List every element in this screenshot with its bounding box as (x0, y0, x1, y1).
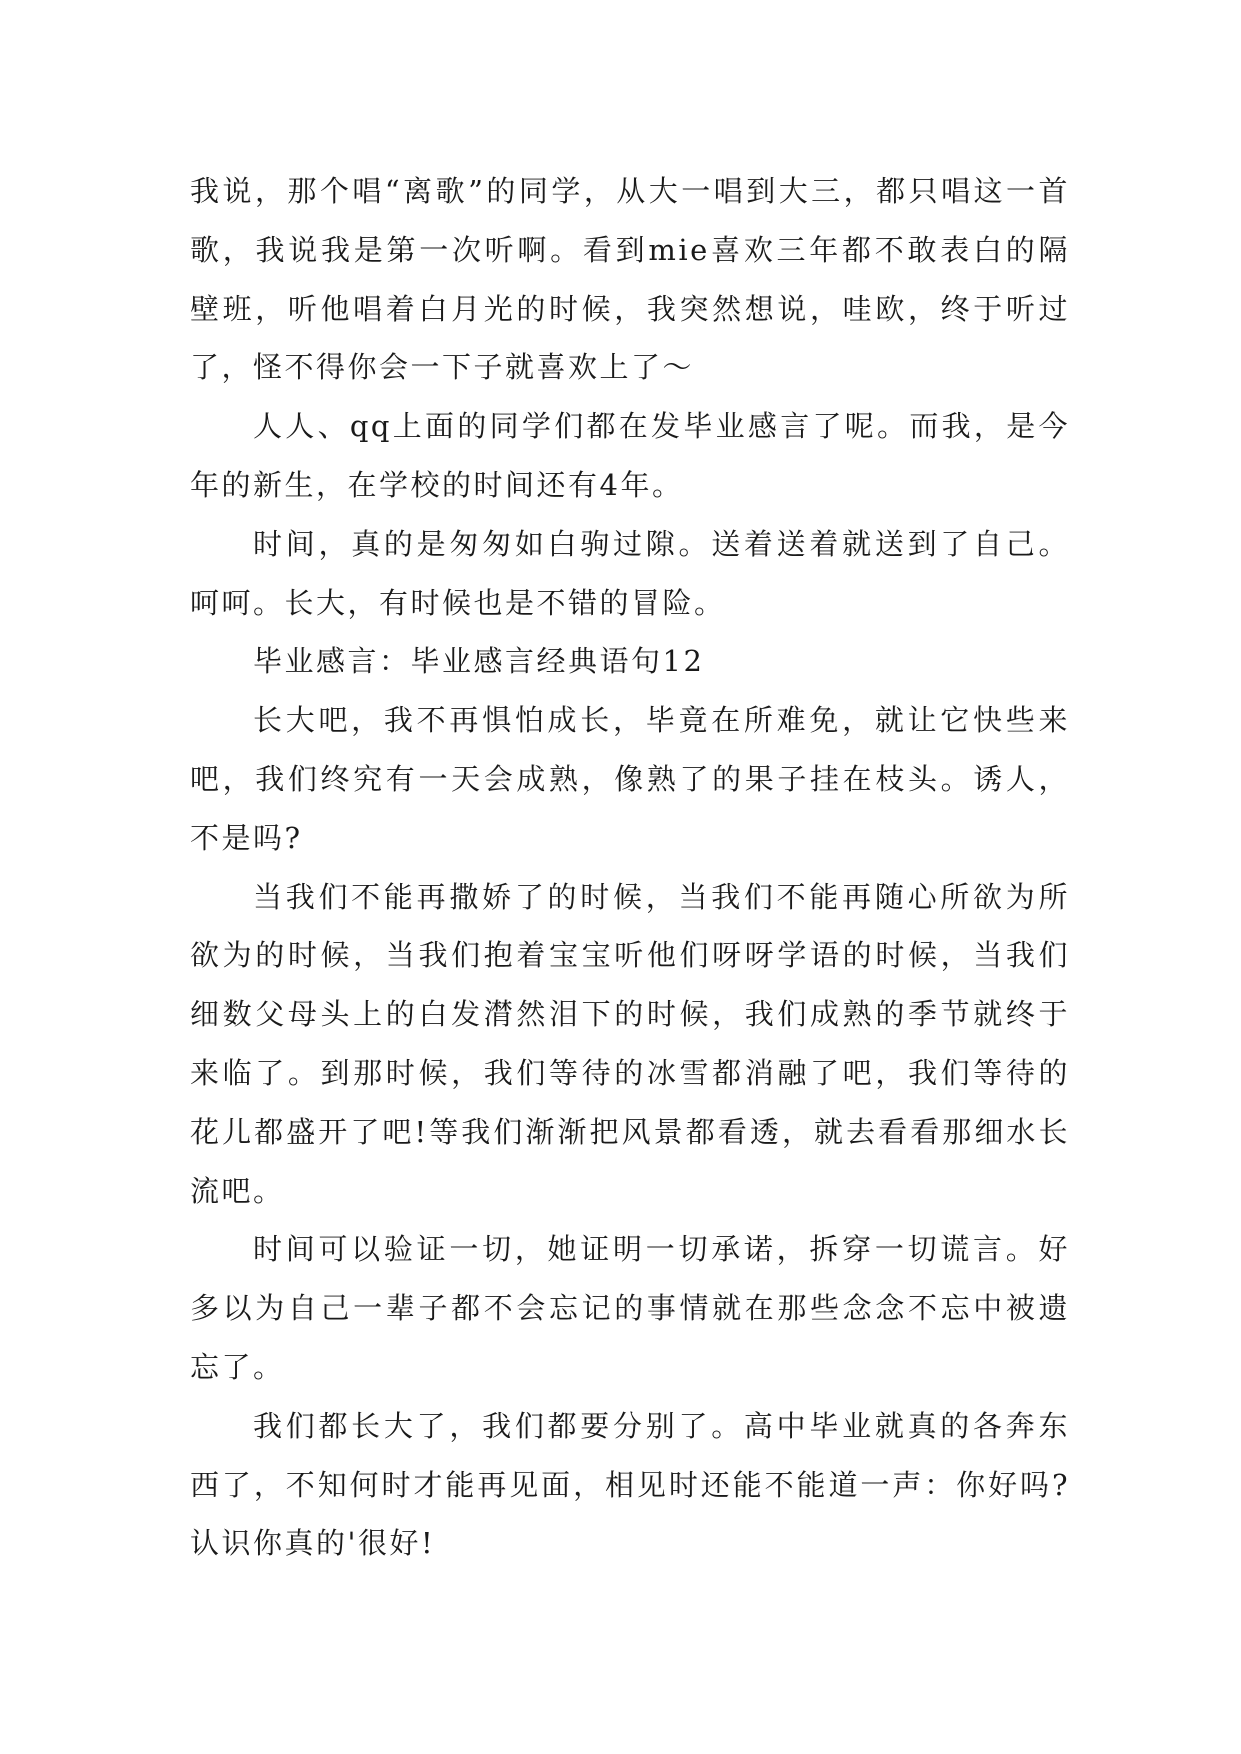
document-body (190, 162, 1070, 1573)
paragraph-7: 时间可以验证一切，她证明一切承诺，拆穿一切谎言。好多以为自己一辈子都不会忘记的事情就在那些念念不忘中被遗忘了。 (190, 1232, 1070, 1384)
paragraph-6: 当我们不能再撒娇了的时候，当我们不能再随心所欲为所欲为的时候，当我们抱着宝宝听他们呀呀学语的时候，当我们细数父母头上的白发潸然泪下的时候，我们成熟的季节就终于来临了。到那时候，我们等待的冰雪都消融了吧，我们等待的花儿都盛开了吧!等我们渐渐把风景都看透，就去看看那细水长流吧。 (190, 879, 1070, 1208)
paragraph-2: 人人、qq上面的同学们都在发毕业感言了呢。而我，是今年的新生，在学校的时间还有4年。 (190, 409, 1070, 502)
section-heading: 毕业感言：毕业感言经典语句12 (253, 644, 705, 679)
paragraph-8: 我们都长大了，我们都要分别了。高中毕业就真的各奔东西了，不知何时才能再见面，相见时还能不能道一声：你好吗?认识你真的'很好! (190, 1408, 1070, 1561)
paragraph-3: 时间，真的是匆匆如白驹过隙。送着送着就送到了自己。呵呵。长大，有时候也是不错的冒险。 (190, 526, 1070, 620)
paragraph-5: 长大吧，我不再惧怕成长，毕竟在所难免，就让它快些来吧，我们终究有一天会成熟，像熟了的果子挂在枝头。诱人，不是吗? (190, 703, 1070, 855)
paragraph-1: 我说，那个唱“离歌”的同学，从大一唱到大三，都只唱这一首歌，我说我是第一次听啊。看到mie喜欢三年都不敢表白的隔壁班，听他唱着白月光的时候，我突然想说，哇欧，终于听过了，怪不得你会一下子就喜欢上了～ (190, 174, 1070, 385)
